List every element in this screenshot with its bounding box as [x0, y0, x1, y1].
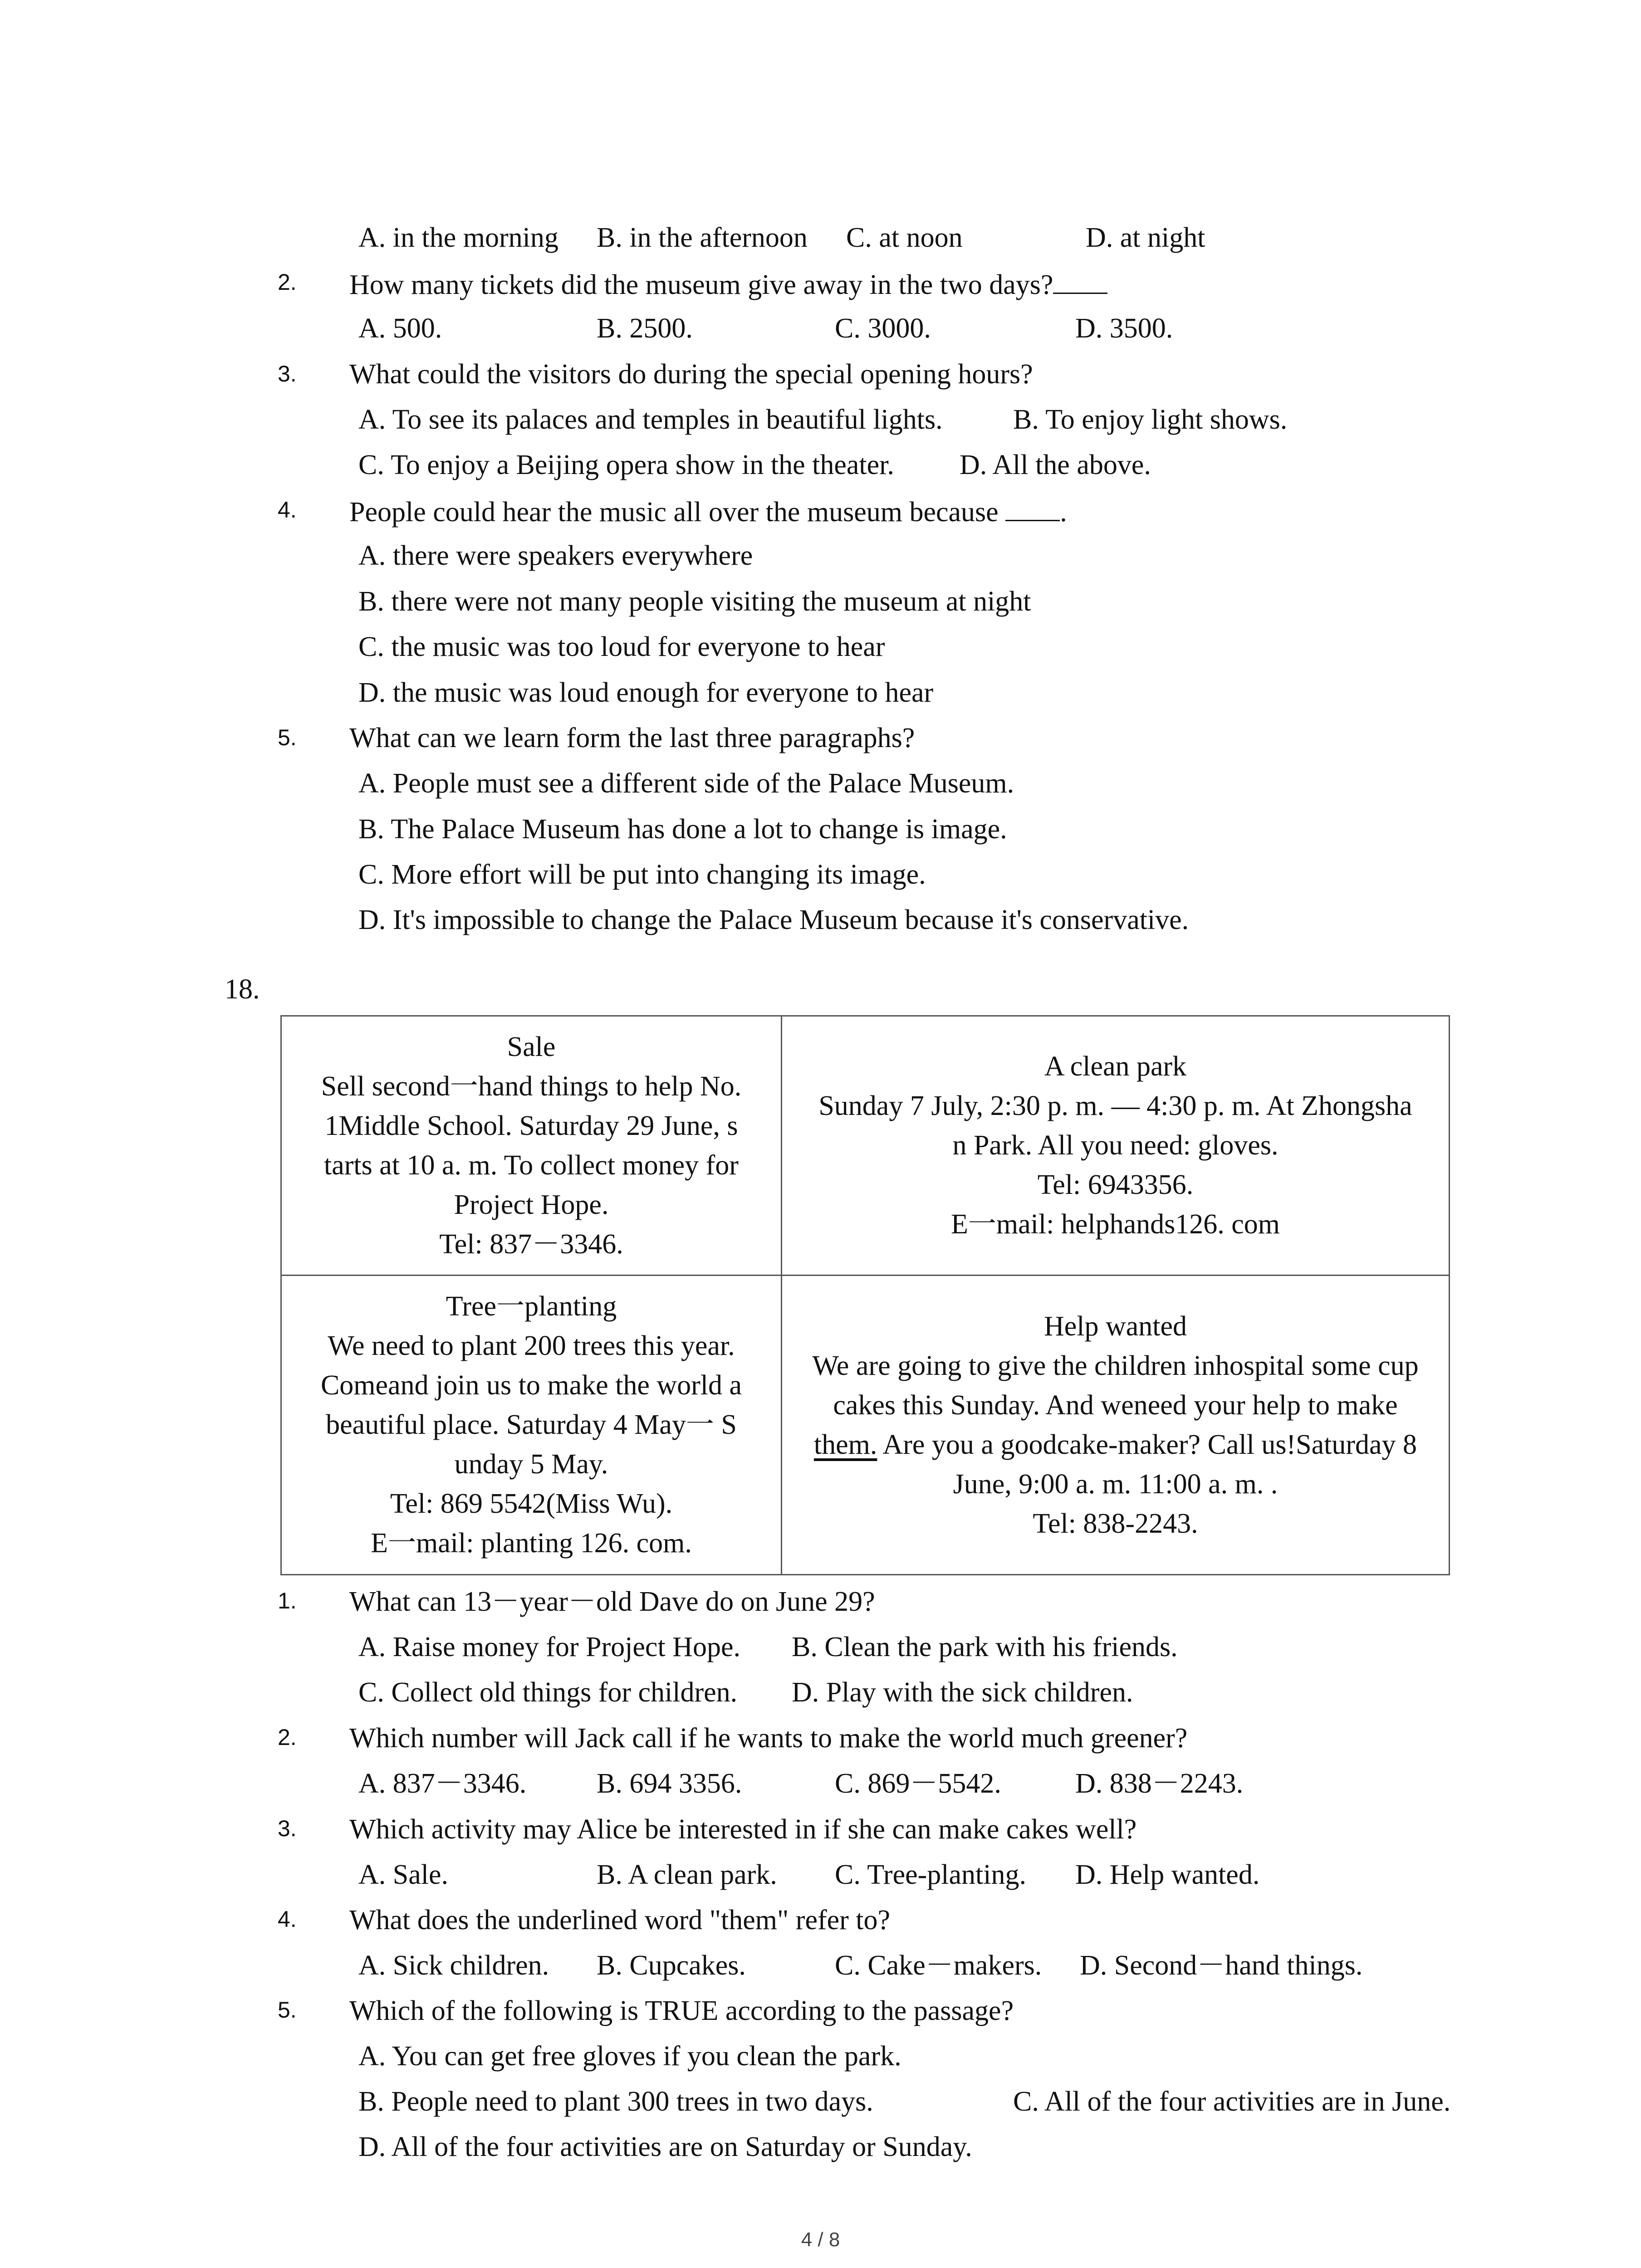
- s18-q3-option-d: D. Help wanted.: [1075, 1859, 1260, 1890]
- s18-q1-number: 1.: [278, 1588, 297, 1613]
- notice-line: Sell second一hand things to help No.: [321, 1070, 742, 1102]
- s17-q2-option-c: C. 3000.: [835, 313, 931, 344]
- notice-line: tarts at 10 a. m. To collect money for: [324, 1149, 739, 1181]
- section-number: 18.: [225, 974, 260, 1005]
- notice-line: E一mail: planting 126. com.: [371, 1528, 692, 1559]
- s18-q2-number: 2.: [278, 1725, 297, 1750]
- s18-q1-option-a: A. Raise money for Project Hope.: [358, 1632, 740, 1662]
- s17-q4-option-d: D. the music was loud enough for everyone to hear: [358, 677, 934, 708]
- s17-q2-option-d: D. 3500.: [1075, 313, 1173, 344]
- notice-line: Sunday 7 July, 2:30 p. m. — 4:30 p. m. At Zhongsha: [818, 1090, 1412, 1121]
- s18-q5-option-b: B. People need to plant 300 trees in two days.: [358, 2086, 873, 2117]
- s18-q2-option-c: C. 869－5542.: [835, 1768, 1001, 1799]
- s17-q3-text: What could the visitors do during the special opening hours?: [349, 359, 1033, 390]
- notice-help-wanted: [782, 1276, 1450, 1575]
- s18-q1-option-d: D. Play with the sick children.: [792, 1677, 1133, 1708]
- s18-q3-option-c: C. Tree-planting.: [835, 1859, 1026, 1890]
- s18-q5-option-c: C. All of the four activities are in June.: [1013, 2086, 1451, 2117]
- s18-q4-number: 4.: [278, 1906, 297, 1932]
- s18-q3-text: Which activity may Alice be interested in if she can make cakes well?: [349, 1814, 1137, 1845]
- notice-line: cakes this Sunday. And weneed your help to make: [833, 1389, 1398, 1421]
- s18-q4-text: What does the underlined word "them" refer to?: [349, 1905, 891, 1936]
- s18-q4-option-b: B. Cupcakes.: [597, 1950, 746, 1981]
- s17-q4-number: 4.: [278, 497, 297, 523]
- s17-q5-text: What can we learn form the last three paragraphs?: [349, 723, 915, 753]
- answer-blank: [1005, 496, 1060, 521]
- s18-q2-option-b: B. 694 3356.: [597, 1768, 742, 1799]
- notice-help-wanted-title: Help wanted: [1043, 1310, 1187, 1342]
- s17-q3-option-d: D. All the above.: [960, 450, 1151, 480]
- s18-q4-option-a: A. Sick children.: [358, 1950, 549, 1981]
- s18-q4-option-c: C. Cake－makers.: [835, 1950, 1042, 1981]
- notice-clean-park: [782, 1016, 1450, 1276]
- notice-line: Comeand join us to make the world a: [320, 1370, 742, 1401]
- notice-line: E一mail: helphands126. com: [951, 1209, 1280, 1240]
- s17-q5-option-c: C. More effort will be put into changing its image.: [358, 859, 926, 890]
- s17-q5-option-b: B. The Palace Museum has done a lot to change is image.: [358, 814, 1007, 845]
- s17-q2-number: 2.: [278, 269, 297, 295]
- s17-q3-number: 3.: [278, 361, 297, 386]
- s17-q3-option-b: B. To enjoy light shows.: [1013, 404, 1288, 435]
- s17-q1-option-a: A. in the morning: [358, 222, 558, 253]
- notice-sale-title: Sale: [507, 1031, 556, 1062]
- s18-q1-option-c: C. Collect old things for children.: [358, 1677, 738, 1708]
- s17-q5-option-d: D. It's impossible to change the Palace Museum because it's conservative.: [358, 904, 1189, 935]
- s18-q1-option-b: B. Clean the park with his friends.: [792, 1632, 1178, 1662]
- notice-clean-park-title: A clean park: [1044, 1051, 1187, 1082]
- notice-line: Project Hope.: [454, 1189, 609, 1220]
- s18-q3-option-b: B. A clean park.: [597, 1859, 777, 1890]
- s17-q3-option-a: A. To see its palaces and temples in beautiful lights.: [358, 404, 943, 435]
- s17-q2-text: How many tickets did the museum give away in the two days?: [349, 269, 1107, 299]
- s17-q2-option-b: B. 2500.: [597, 313, 693, 344]
- notice-line: We are going to give the children inhospital some cup: [812, 1350, 1419, 1381]
- s17-q2-option-a: A. 500.: [358, 313, 442, 344]
- notice-line: beautiful place. Saturday 4 May一 S: [326, 1409, 737, 1440]
- notice-line: We need to plant 200 trees this year.: [328, 1330, 735, 1361]
- notice-sale: [281, 1016, 782, 1276]
- notice-tree-planting: [281, 1276, 782, 1575]
- s18-q3-option-a: A. Sale.: [358, 1859, 449, 1890]
- notice-line: 1Middle School. Saturday 29 June, s: [324, 1110, 738, 1141]
- s17-q1-option-b: B. in the afternoon: [597, 222, 808, 253]
- s17-q5-number: 5.: [278, 725, 297, 750]
- notice-line: them. Are you a goodcake-maker? Call us!Saturday 8: [813, 1429, 1417, 1460]
- s17-q3-option-c: C. To enjoy a Beijing opera show in the theater.: [358, 450, 894, 480]
- s18-q5-number: 5.: [278, 1997, 297, 2023]
- notice-line: n Park. All you need: gloves.: [952, 1130, 1279, 1161]
- s18-q3-number: 3.: [278, 1816, 297, 1841]
- notice-line: Tel: 838-2243.: [1033, 1508, 1198, 1539]
- s17-q5-option-a: A. People must see a different side of the Palace Museum.: [358, 768, 1014, 799]
- notice-table: [280, 1015, 1450, 1575]
- notice-line: Tel: 837－3346.: [439, 1228, 623, 1260]
- answer-blank: [1053, 269, 1107, 294]
- page-number: 4 / 8: [801, 2229, 840, 2251]
- s17-q1-option-c: C. at noon: [846, 222, 963, 253]
- s17-q4-option-b: B. there were not many people visiting the museum at night: [358, 586, 1031, 617]
- notice-line: Tel: 869 5542(Miss Wu).: [390, 1488, 673, 1519]
- s18-q5-text: Which of the following is TRUE according to the passage?: [349, 1995, 1014, 2026]
- s18-q1-text: What can 13－year－old Dave do on June 29?: [349, 1586, 875, 1617]
- s17-q4-text: People could hear the music all over the museum because .: [349, 497, 1067, 528]
- s18-q2-text: Which number will Jack call if he wants to make the world much greener?: [349, 1723, 1188, 1754]
- s18-q2-option-d: D. 838－2243.: [1075, 1768, 1244, 1799]
- notice-tree-planting-title: Tree一planting: [446, 1291, 617, 1322]
- notice-line: Tel: 6943356.: [1037, 1169, 1194, 1200]
- s17-q4-option-c: C. the music was too loud for everyone to hear: [358, 631, 885, 662]
- s17-q4-option-a: A. there were speakers everywhere: [358, 540, 753, 571]
- s18-q5-option-d: D. All of the four activities are on Saturday or Sunday.: [358, 2131, 972, 2162]
- notice-line: June, 9:00 a. m. 11:00 a. m. .: [953, 1468, 1278, 1500]
- s18-q2-option-a: A. 837－3346.: [358, 1768, 527, 1799]
- s17-q1-option-d: D. at night: [1086, 222, 1205, 253]
- notice-line: unday 5 May.: [454, 1449, 608, 1480]
- s18-q5-option-a: A. You can get free gloves if you clean the park.: [358, 2041, 901, 2072]
- underlined-word: them.: [813, 1429, 877, 1460]
- s18-q4-option-d: D. Second－hand things.: [1080, 1950, 1363, 1981]
